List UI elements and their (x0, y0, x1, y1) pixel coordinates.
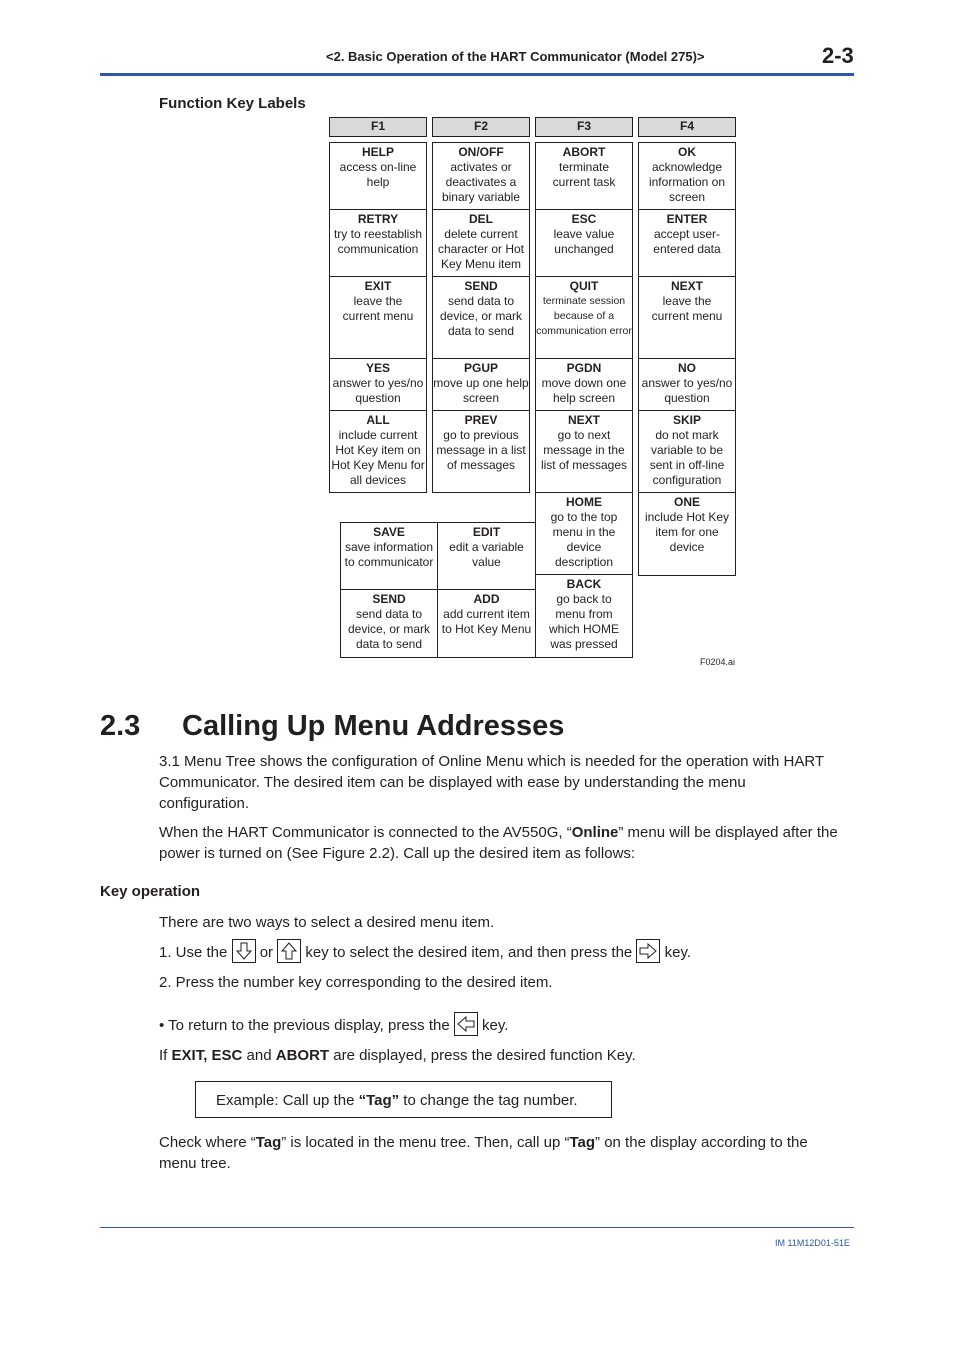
key-name: YES (365, 361, 390, 375)
key-cell-save (340, 522, 438, 590)
key-description: go back to menu from which HOME was pressed (548, 592, 619, 651)
key-name: ADD (473, 592, 500, 606)
text: ” on the display according to the menu tree. (159, 1134, 808, 1172)
key-description: access on-line help (339, 160, 417, 189)
key-name: RETRY (357, 212, 399, 226)
key-cell-home (535, 492, 633, 575)
key-name: ENTER (666, 212, 708, 226)
key-description: edit a variable value (449, 540, 524, 569)
key-description: terminate current task (552, 160, 616, 189)
text: If (159, 1047, 172, 1064)
key-cell-quit (535, 276, 633, 359)
paragraph-online-menu (159, 822, 849, 864)
key-description: go to previous message in a list of messages (436, 428, 526, 472)
key-description: send data to device, or mark data to send (439, 294, 523, 338)
header-rule (100, 73, 854, 76)
online-menu-name: Online (571, 824, 619, 841)
key-description: move up one help screen (433, 376, 529, 405)
key-cell-prev (432, 410, 530, 493)
tag-name: Tag (569, 1134, 596, 1151)
key-cell-pgup (432, 358, 530, 411)
key-name: HOME (566, 495, 602, 509)
key-cell-no (638, 358, 736, 411)
key-description: add current item to Hot Key Menu (441, 607, 532, 636)
figure-id: F0204.ai (700, 657, 736, 667)
text: to change the tag number. (399, 1092, 578, 1109)
up-arrow-key-icon (277, 939, 301, 963)
key-cell-on-off (432, 142, 530, 210)
column-header-f3: F3 (535, 117, 633, 137)
text: key. (664, 943, 692, 961)
key-name: ON/OFF (458, 145, 504, 159)
text: ” is located in the menu tree. Then, call up “ (281, 1134, 570, 1151)
key-cell-add (437, 589, 536, 658)
key-name: PREV (464, 413, 498, 427)
key-name: NEXT (670, 279, 703, 293)
text: Example: Call up the (216, 1092, 359, 1109)
key-cell-one (638, 492, 736, 576)
key-cell-retry (329, 209, 427, 277)
key-name: NO (678, 361, 696, 375)
key-description: save information to communicator (344, 540, 434, 569)
key-description: activates or deactivates a binary variable (441, 160, 521, 204)
key-name: SEND (464, 279, 498, 293)
key-description: include current Hot Key item on Hot Key Menu for all devices (331, 428, 425, 487)
text: When the HART Communicator is connected to the AV550G, “ (159, 824, 572, 841)
text: • To return to the previous display, press the (159, 1016, 450, 1034)
key-name: OK (678, 145, 696, 159)
return-instruction (159, 1014, 508, 1038)
key-name: ESC (571, 212, 597, 226)
key-cell-del (432, 209, 530, 277)
key-cell-all (329, 410, 427, 493)
key-name: EXIT (364, 279, 392, 293)
key-cell-help (329, 142, 427, 210)
key-name: BACK (566, 577, 602, 591)
key-cell-send (432, 276, 530, 359)
key-cell-enter (638, 209, 736, 277)
paragraph-check-tag (159, 1132, 849, 1174)
running-header: <2. Basic Operation of the HART Communicator (Model 275)> (326, 49, 705, 64)
key-description: go to next message in the list of messages (540, 428, 628, 472)
key-cell-back (535, 574, 633, 658)
key-description: acknowledge information on screen (648, 160, 726, 204)
key-description: leave value unchanged (553, 227, 615, 256)
key-name: ABORT (562, 145, 606, 159)
paragraph-menu-tree: 3.1 Menu Tree shows the configuration of Online Menu which is needed for the operation with HART Communicator. The desired item can be displayed with ease by understanding the menu configuration. (159, 753, 824, 812)
section-number: 2.3 (100, 710, 141, 742)
key-cell-pgdn (535, 358, 633, 411)
example-box (195, 1081, 612, 1118)
key-cell-next-message (535, 410, 633, 493)
text: ” menu will be displayed after the power is turned on (See Figure 2.2). Call up the desired item as follows: (159, 824, 838, 862)
function-key-note (159, 1045, 636, 1066)
key-name: HELP (361, 145, 394, 159)
text: or (259, 943, 274, 961)
tag-name: Tag (255, 1134, 282, 1151)
key-name: EDIT (472, 525, 501, 539)
text: and (242, 1047, 276, 1064)
text: are displayed, press the desired function Key. (329, 1047, 636, 1064)
key-description: move down one help screen (541, 376, 627, 405)
step-2: 2. Press the number key corresponding to the desired item. (159, 974, 553, 991)
key-cell-skip (638, 410, 736, 493)
key-cell-next-menu (638, 276, 736, 359)
key-name: PGUP (463, 361, 498, 375)
key-description: accept user-entered data (653, 227, 721, 256)
right-arrow-key-icon (636, 939, 660, 963)
key-name: SAVE (373, 525, 405, 539)
column-header-f4: F4 (638, 117, 736, 137)
key-description: go to the top menu in the device description (550, 510, 618, 569)
key-cell-yes (329, 358, 427, 411)
key-names: ABORT (275, 1047, 330, 1064)
text: 1. Use the (159, 943, 228, 961)
key-name: SKIP (672, 413, 701, 427)
key-description: send data to device, or mark data to send (347, 607, 431, 651)
example-text (216, 1090, 578, 1111)
key-description: do not mark variable to be sent in off-line configuration (649, 428, 725, 487)
text: Check where “ (159, 1134, 256, 1151)
key-name: QUIT (569, 279, 599, 293)
step-1 (159, 941, 691, 965)
key-names: EXIT, ESC (171, 1047, 243, 1064)
key-description: delete current character or Hot Key Menu item (437, 227, 525, 271)
down-arrow-key-icon (232, 939, 256, 963)
text: key. (482, 1016, 509, 1034)
key-operation-heading: Key operation (100, 883, 201, 900)
key-name: ALL (366, 413, 390, 427)
key-cell-send-extra (340, 589, 438, 658)
key-name: NEXT (567, 413, 600, 427)
tag-name: “Tag” (358, 1092, 400, 1109)
key-description: terminate session because of a communication error (536, 295, 632, 337)
key-description: answer to yes/no question (332, 376, 424, 405)
key-cell-ok (638, 142, 736, 210)
key-cell-abort (535, 142, 633, 210)
page-number: 2-3 (822, 43, 854, 68)
key-name: SEND (372, 592, 406, 606)
key-name: PGDN (566, 361, 602, 375)
key-description: answer to yes/no question (641, 376, 733, 405)
key-cell-esc (535, 209, 633, 277)
key-cell-edit (437, 522, 536, 590)
footer-rule (100, 1227, 854, 1228)
key-name: DEL (469, 212, 493, 226)
key-description: try to reestablish communication (333, 227, 423, 256)
text: key to select the desired item, and then press the (305, 943, 633, 961)
key-cell-exit (329, 276, 427, 359)
document-id: IM 11M12D01-51E (775, 1238, 850, 1248)
section-title: Calling Up Menu Addresses (182, 710, 565, 742)
left-arrow-key-icon (454, 1012, 478, 1036)
key-name: ONE (673, 495, 700, 509)
key-description: leave the current menu (651, 294, 723, 323)
key-description: leave the current menu (342, 294, 414, 323)
column-header-f2: F2 (432, 117, 530, 137)
intro-text: There are two ways to select a desired menu item. (159, 914, 495, 931)
column-header-f1: F1 (329, 117, 427, 137)
key-description: include Hot Key item for one device (644, 510, 730, 554)
function-key-labels-heading: Function Key Labels (159, 95, 306, 112)
